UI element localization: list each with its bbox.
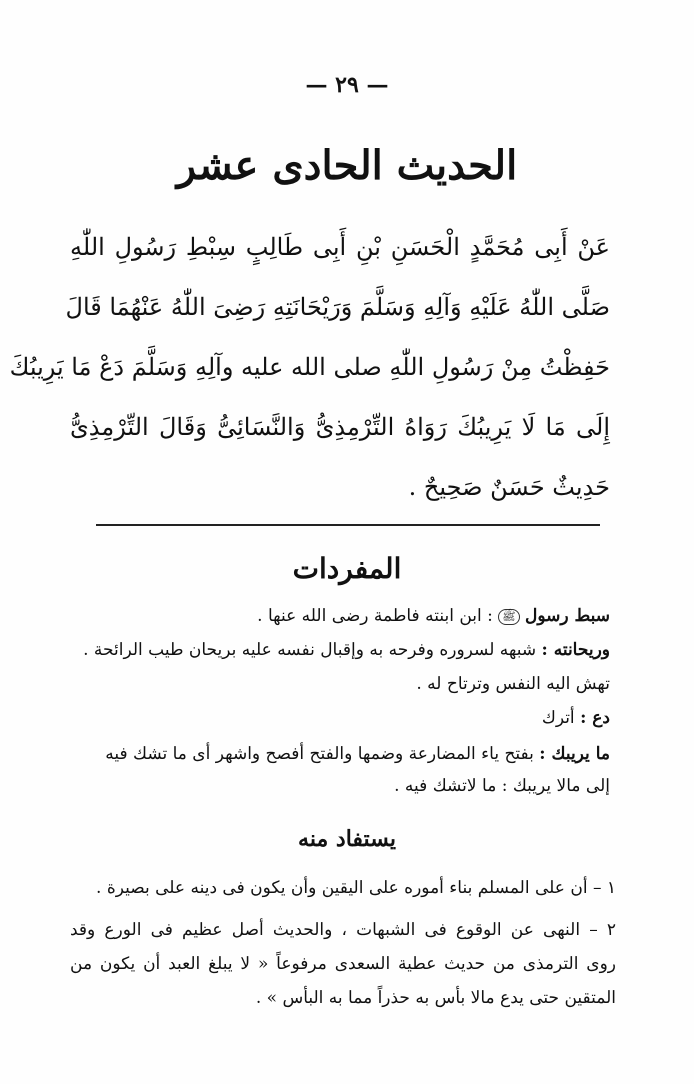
vocab-entry [83, 638, 610, 662]
vocab-term: وريحانته : [541, 640, 610, 660]
benefit-line: المتقين حتى يدع مالا بأس به حذراً مما به البأس » . [255, 988, 616, 1008]
vocab-entry [394, 774, 610, 798]
hadith-title: الحديث الحادى عشر [176, 142, 518, 189]
vocab-definition: تهش اليه النفس وترتاح له . [416, 674, 610, 694]
hadith-line: صَلَّى اللّٰهُ عَلَيْهِ وَآلِهِ وَسَلَّمَ وَرَيْحَانَتِهِ رَضِىَ اللّٰهُ عَنْهُمَا قَالَ [65, 293, 610, 321]
vocab-definition: : ابن ابنته فاطمة رضى الله عنها . [257, 606, 493, 626]
page-number: — ٢٩ — [305, 72, 389, 98]
vocab-definition: أترك [541, 708, 575, 728]
vocab-entry [257, 604, 610, 628]
benefit-line: ١ – أن على المسلم بناء أموره على اليقين وأن يكون فى دينه على بصيرة . [96, 878, 616, 898]
vocab-term: سبط رسول [524, 606, 610, 626]
vocab-term: ما يريبك : [539, 744, 610, 764]
vocab-entry [542, 706, 610, 730]
vocab-entry [105, 742, 610, 766]
benefits-heading: يستفاد منه [298, 826, 396, 852]
honorific-seal: ﷺ [498, 609, 519, 625]
section-divider [96, 524, 600, 526]
hadith-line: إِلَى مَا لَا يَرِيبُكَ رَوَاهُ التِّرْمِذِىُّ وَالنَّسَائِىُّ وَقَالَ التِّرْمِذِىُّ [70, 413, 610, 441]
vocab-heading: المفردات [292, 552, 402, 585]
hadith-line: عَنْ أَبِى مُحَمَّدٍ الْحَسَنِ بْنِ أَبِى طَالِبٍ سِبْطِ رَسُولِ اللّٰهِ [70, 233, 610, 261]
hadith-line: حَفِظْتُ مِنْ رَسُولِ اللّٰهِ صلى الله عليه وآلِهِ وَسَلَّمَ دَعْ مَا يَرِيبُكَ [9, 353, 610, 381]
benefit-line: ٢ – النهى عن الوقوع فى الشبهات ، والحديث أصل عظيم فى الورع وقد [70, 920, 616, 940]
vocab-term: دع : [580, 708, 610, 728]
vocab-definition: إلى مالا يريبك : ما لاتشك فيه . [394, 776, 610, 796]
vocab-entry [416, 672, 610, 696]
benefit-line: روى الترمذى من حديث عطية السعدى مرفوعاً « لا يبلغ العبد أن يكون من [70, 954, 616, 974]
vocab-definition: شبهه لسروره وفرحه به وإقبال نفسه عليه بريحان طيب الرائحة . [83, 640, 537, 660]
hadith-line: حَدِيثٌ حَسَنٌ صَحِيحٌ . [408, 473, 610, 501]
vocab-definition: بفتح ياء المضارعة وضمها والفتح أفصح واشهر أى ما تشك فيه [105, 744, 534, 764]
